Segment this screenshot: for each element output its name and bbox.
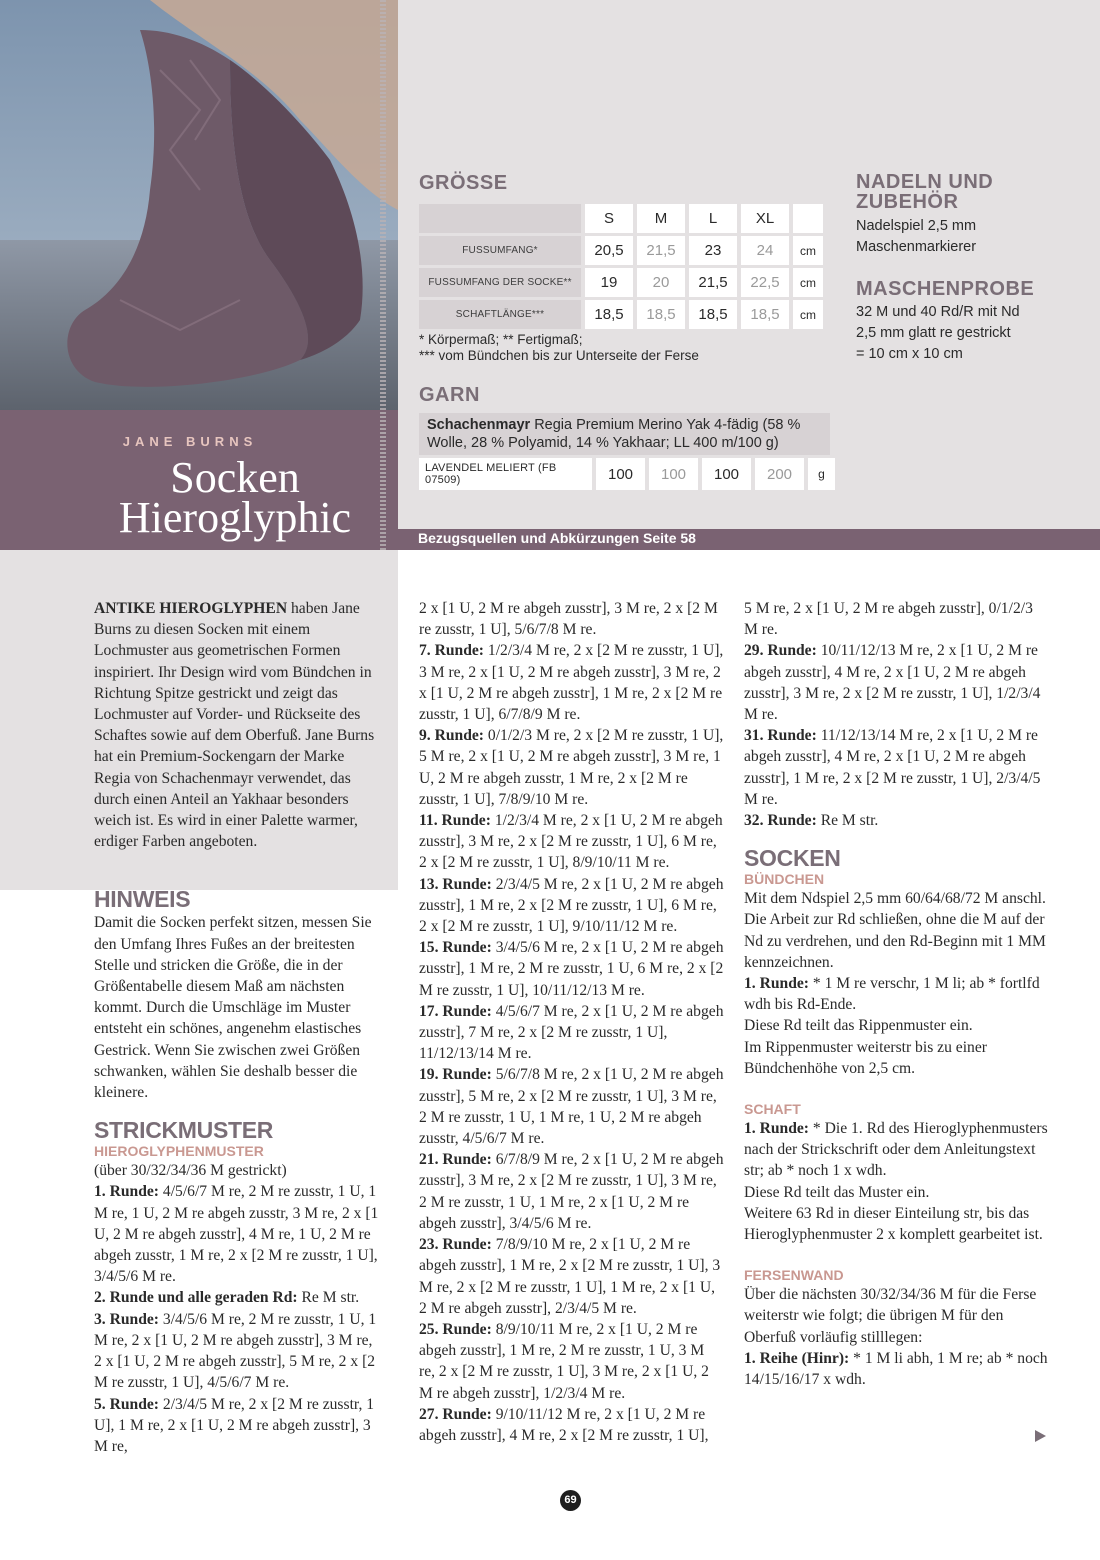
list-item [94,1394,384,1458]
list-item [744,725,1049,810]
column-2 [419,598,724,1446]
maschenprobe-heading: MASCHENPROBE [856,278,1035,300]
step-text: Die Arbeit zur Rd schließen, ohne die M auf der Nd zu verdrehen, und den Rd-Beginn mit 1 MM kennzeichnen. [744,911,1046,971]
buendchen-heading: BÜNDCHEN [744,871,825,888]
intro-lead: ANTIKE HIEROGLYPHEN [94,600,288,617]
round-label: 15. Runde: [419,939,492,957]
list-item [94,1309,384,1394]
round-label: 13. Runde: [419,875,492,893]
round-text: 2/3/4/5 M re, 2 x [2 M re zusstr, 1 U], 1 M re, 2 x [1 U, 2 M re abgeh zusstr], 3 M re, [94,1395,375,1455]
table-row [419,458,835,490]
size-table [415,201,827,332]
title-block [0,410,398,550]
list-item [744,1037,1049,1079]
round-text: 7/8/9/10 M re, 2 x [1 U, 2 M re abgeh zusstr], 1 M re, 2 x [2 M re zusstr, 1 U], 3 M re, 2 x [2 M re zusstr, 1 U], 1 M re, 2 x [1 U, 2 M re abgeh zusstr], 2/3/4/5 M re. [419,1236,721,1317]
unit-cell: g [808,458,835,490]
round-label: 29. Runde: [744,642,817,660]
socken-heading: SOCKEN [744,845,841,872]
author-name: JANE BURNS [122,434,258,449]
list-item [744,1118,1049,1182]
list-item [744,640,1049,725]
step-text: Im Rippenmuster weiterstr bis zu einer Bündchenhöhe von 2,5 cm. [744,1038,987,1077]
list-item [744,973,1049,1015]
step-text: Über die nächsten 30/32/34/36 M für die Ferse weiterstr wie folgt; die übrigen M für den Oberfuß vorläufig stilllegen: [744,1286,1037,1346]
unit-cell: cm [793,268,823,297]
list-item [744,909,1049,973]
strickmuster-intro: (über 30/32/34/36 M gestrickt) [94,1162,287,1180]
unit-cell: cm [793,236,823,265]
yarn-description [419,413,830,455]
fersenwand-heading: FERSENWAND [744,1267,844,1284]
list-item [744,1348,1049,1390]
list-item [744,888,1049,909]
table-cell: 18,5 [637,300,685,329]
round-label: 25. Runde: [419,1320,492,1338]
list-item [419,1149,724,1234]
table-cell: 24 [741,236,789,265]
table-cell: 100 [702,458,751,490]
step-label: 1. Runde: [744,1120,809,1138]
step-text: Weitere 63 Rd in dieser Einteilung str, bis das Hieroglyphenmuster 2 x komplett gearbeitet ist. [744,1204,1043,1244]
table-cell: 100 [596,458,645,490]
round-label: 9. Runde: [419,727,484,745]
strickmuster-heading: STRICKMUSTER [94,1117,274,1144]
table-row [419,300,823,329]
maschenprobe-body [856,302,1096,365]
reference-bar [398,529,1100,550]
hinweis-heading: HINWEIS [94,886,191,913]
table-cell: 21,5 [689,268,737,297]
round-text: 4/5/6/7 M re, 2 x [1 U, 2 M re abgeh zusstr], 7 M re, 2 x [2 M re zusstr, 1 U], 11/12/13/14 M re. [419,1002,724,1063]
hieroglyphenmuster-heading: HIEROGLYPHENMUSTER [94,1143,264,1160]
table-cell: 19 [585,268,633,297]
list-item [419,598,724,640]
sock-photo-image [0,0,398,410]
list-item [419,725,724,810]
step-text: Diese Rd teilt das Muster ein. [744,1183,930,1201]
round-label: 1. Runde: [94,1183,159,1201]
size-header-blank [419,204,581,233]
table-cell: 21,5 [637,236,685,265]
round-text: 5 M re, 2 x [1 U, 2 M re abgeh zusstr], 0/1/2/3 M re. [744,600,1033,639]
list-item [744,1203,1049,1245]
round-text: 4/5/6/7 M re, 2 M re zusstr, 1 U, 1 M re, 1 U, 2 M re abgeh zusstr, 3 M re, 2 x [1 U, 2 M re abgeh zusstr], 4 M re, 1 U, 2 M re abgeh zusstr, 1 M re, 2 x [2 M re zusstr, 1 U], 3/4/5/6 M re. [94,1183,379,1286]
table-row [419,268,823,297]
garn-heading: GARN [419,384,480,406]
round-label: 23. Runde: [419,1236,492,1254]
column-3 [744,598,1049,1390]
list-item [94,1181,384,1287]
round-label: 2. Runde und alle geraden Rd: [94,1289,298,1307]
round-text: 2/3/4/5 M re, 2 x [1 U, 2 M re abgeh zusstr], 1 M re, 2 x [2 M re zusstr, 1 U], 6 M re, 2 x [2 M re zusstr, 1 U], 9/10/11/12 M re. [419,875,724,936]
round-text: 3/4/5/6 M re, 2 M re zusstr, 1 U, 1 M re, 2 x [1 U, 2 M re abgeh zusstr], 3 M re, 2 x [1 U, 2 M re abgeh zusstr], 5 M re, 2 x [2 M re zusstr, 1 U], 4/5/6/7 M re. [94,1310,377,1392]
column-1 [94,598,384,1457]
row-label: FUSSUMFANG DER SOCKE** [419,268,581,297]
table-cell: 18,5 [689,300,737,329]
step-text: * 1 M re verschr, 1 M li; ab * fortlfd wdh bis Rd-Ende. [744,975,1040,1014]
list-item [744,810,1049,831]
table-cell: 18,5 [585,300,633,329]
round-label: 31. Runde: [744,727,817,745]
yarn-details: Regia Premium Merino Yak 4-fädig (58 % Wolle, 28 % Polyamid, 14 % Yakhaar; LL 400 m/100 g) [427,417,801,451]
size-footnote-line-1: * Körpermaß; ** Fertigmaß; [419,332,583,347]
title-line-1: Socken [170,453,300,502]
title-line-2: Hieroglyphic [118,493,352,542]
round-text: 1/2/3/4 M re, 2 x [1 U, 2 M re abgeh zusstr], 3 M re, 2 x [2 M re zusstr, 1 U], 6 M re, 2 x [2 M re zusstr, 1 U], 8/9/10/11 M re. [419,812,723,872]
round-label: 11. Runde: [419,812,491,830]
round-text: 1/2/3/4 M re, 2 x [2 M re zusstr, 1 U], 3 M re, 2 x [1 U, 2 M re abgeh zusstr], 3 M re, 2 x [1 U, 2 M re abgeh zusstr], 1 M re, 2 x [2 M re zusstr, 1 U], 6/7/8/9 M re. [419,642,724,724]
nadeln-heading: NADELN UND ZUBEHÖR [856,171,994,213]
round-label: 7. Runde: [419,642,484,660]
groesse-heading: GRÖSSE [419,172,508,194]
round-label: 5. Runde: [94,1395,159,1413]
intro-text: haben Jane Burns zu diesen Socken mit einem Lochmuster aus geometrischen Formen inspiriert. Ihr Design wird vom Bündchen in Richtung Spitze gestrickt und zeigt das Lochmuster auf Vorder- und Rückseite des Schaftes sowie auf dem Oberfuß. Jane Burns hat ein Premium-Sockengarn der Marke Regia von Schachenmayr verwendet, das durch einen Anteil an Yakhaar besonders weich ist. Es wird in einer Palette warmer, erdiger Farben angeboten. [94,600,375,851]
round-text: 8/9/10/11 M re, 2 x [1 U, 2 M re abgeh zusstr], 1 M re, 2 M re zusstr, 1 U, 3 M re, 2 x [2 M re zusstr, 1 U], 3 M re, 2 x [1 U, 2 M re abgeh zusstr], 1/2/3/4 M re. [419,1320,709,1402]
list-item [419,640,724,725]
continue-arrow-icon [1035,1430,1046,1442]
round-label: 27. Runde: [419,1405,492,1423]
size-unit-blank [793,204,823,233]
round-text: 10/11/12/13 M re, 2 x [1 U, 2 M re abgeh zusstr], 4 M re, 2 x [1 U, 2 M re abgeh zusstr], 3 M re, 2 x [2 M re zusstr, 1 U], 1/2/3/4 M re. [744,642,1041,724]
round-label: 19. Runde: [419,1066,492,1084]
table-cell: 18,5 [741,300,789,329]
list-item [419,810,724,874]
nadeln-body [856,216,1096,258]
maschenprobe-line-3: = 10 cm x 10 cm [856,346,963,362]
step-text: Diese Rd teilt das Rippenmuster ein. [744,1017,973,1035]
size-m: M [637,204,685,233]
row-label: SCHAFTLÄNGE*** [419,300,581,329]
round-text: 3/4/5/6 M re, 2 x [1 U, 2 M re abgeh zusstr], 1 M re, 2 M re zusstr, 1 U, 6 M re, 2 x [2 M re zusstr, 1 U], 10/11/12/13 M re. [419,939,724,999]
nadeln-line-1: Nadelspiel 2,5 mm [856,218,977,234]
list-item [419,1234,724,1319]
schaft-heading: SCHAFT [744,1101,801,1118]
list-item [419,1064,724,1149]
list-item [744,598,1049,640]
round-text: 5/6/7/8 M re, 2 x [1 U, 2 M re abgeh zusstr], 5 M re, 2 x [2 M re zusstr, 1 U], 3 M re, 2 M re zusstr, 1 U, 1 M re, 1 U, 2 M re abgeh zusstr, 4/5/6/7 M re. [419,1066,724,1148]
sock-photo [0,0,398,410]
page-number: 69 [560,1490,581,1511]
stitch-divider [380,0,386,580]
round-label: 17. Runde: [419,1002,492,1020]
table-cell: 20 [637,268,685,297]
round-label: 21. Runde: [419,1151,492,1169]
maschenprobe-line-1: 32 M und 40 Rd/R mit Nd [856,304,1020,320]
round-label: 32. Runde: [744,812,817,830]
list-item [419,1404,724,1446]
reference-text: Bezugsquellen und Abkürzungen Seite 58 [418,530,696,546]
round-text: 6/7/8/9 M re, 2 x [1 U, 2 M re abgeh zusstr], 3 M re, 2 x [2 M re zusstr, 1 U], 3 M re, 2 M re zusstr, 1 U, 1 M re, 2 x [1 U, 2 M re abgeh zusstr], 3/4/5/6 M re. [419,1151,724,1232]
unit-cell: cm [793,300,823,329]
maschenprobe-line-2: 2,5 mm glatt re gestrickt [856,325,1011,341]
size-footnote [419,332,699,364]
size-s: S [585,204,633,233]
step-text: Mit dem Ndspiel 2,5 mm 60/64/68/72 M anschl. [744,890,1046,908]
yarn-table [415,458,839,490]
list-item [94,1287,384,1308]
round-text: 2 x [1 U, 2 M re abgeh zusstr], 3 M re, 2 x [2 M re zusstr, 1 U], 5/6/7/8 M re. [419,600,718,639]
size-footnote-line-2: *** vom Bündchen bis zur Unterseite der Ferse [419,348,699,363]
table-cell: 200 [755,458,804,490]
yarn-color-label: LAVENDEL MELIERT (FB 07509) [419,458,592,490]
size-header-row [419,204,823,233]
table-cell: 100 [649,458,698,490]
nadeln-line-2: Maschenmarkierer [856,239,977,255]
table-row [419,236,823,265]
table-cell: 20,5 [585,236,633,265]
intro-paragraph [94,598,384,852]
round-text: 0/1/2/3 M re, 2 x [2 M re zusstr, 1 U], 5 M re, 2 x [1 U, 2 M re abgeh zusstr], 3 M re, 1 U, 2 M re abgeh zusstr, 1 M re, 2 x [2 M re zusstr, 1 U], 7/8/9/10 M re. [419,727,724,808]
yarn-brand: Schachenmayr [427,417,531,433]
row-label: FUSSUMFANG* [419,236,581,265]
table-cell: 23 [689,236,737,265]
table-cell: 22,5 [741,268,789,297]
step-text: * Die 1. Rd des Hieroglyphenmusters nach der Strickschrift oder dem Anleitungstext str; ab * noch 1 x wdh. [744,1120,1048,1180]
round-text: Re M str. [297,1289,360,1307]
hinweis-text: Damit die Socken perfekt sitzen, messen Sie den Umfang Ihres Fußes an der breitesten Stelle und stricken die Größe, die in der Größentabelle diesem Maß am nächsten kommt. Durch die Umschläge im Muster entsteht ein schönes, angenehm elastisches Gestrick. Wenn Sie zwischen zwei Größen schwanken, wählen Sie deshalb besser die kleinere. [94,914,372,1102]
round-text: 9/10/11/12 M re, 2 x [1 U, 2 M re abgeh zusstr], 4 M re, 2 x [2 M re zusstr, 1 U], [419,1405,709,1444]
list-item [419,1319,724,1404]
list-item [744,1182,1049,1203]
step-text: * 1 M li abh, 1 M re; ab * noch 14/15/16/17 x wdh. [744,1349,1048,1389]
size-l: L [689,204,737,233]
step-label: 1. Reihe (Hinr): [744,1349,850,1367]
round-text: Re M str. [816,812,879,830]
list-item [419,874,724,938]
size-xl: XL [741,204,789,233]
step-label: 1. Runde: [744,975,809,993]
round-label: 3. Runde: [94,1310,159,1328]
list-item [419,937,724,1001]
list-item [744,1284,1049,1348]
list-item [744,1015,1049,1036]
round-text: 11/12/13/14 M re, 2 x [1 U, 2 M re abgeh zusstr], 4 M re, 2 x [1 U, 2 M re abgeh zusstr], 1 M re, 2 x [2 M re zusstr, 1 U], 2/3/4/5 M re. [744,727,1041,808]
list-item [419,1001,724,1065]
